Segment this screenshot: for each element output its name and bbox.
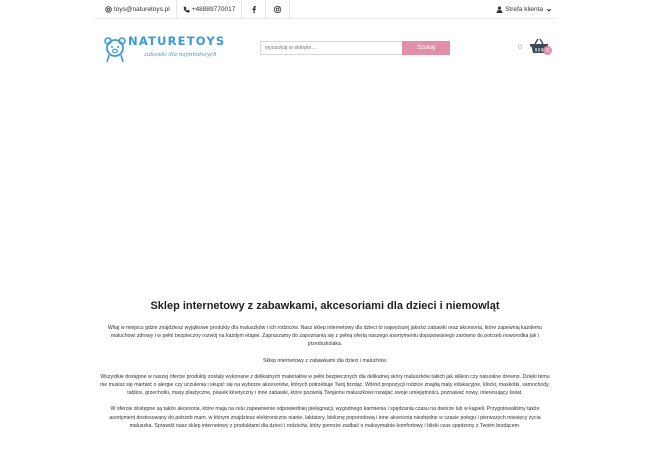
- seo-description: [94, 300, 556, 438]
- chevron-down-icon: [545, 6, 552, 13]
- phone-text: +48889770017: [191, 6, 236, 13]
- instagram-icon: [274, 6, 281, 13]
- account-label: Strefa klienta: [505, 6, 543, 13]
- search-form: [260, 41, 450, 55]
- contact-bar: [99, 0, 290, 19]
- search-button[interactable]: Szukaj: [402, 41, 450, 55]
- top-bar: [94, 0, 556, 19]
- divider: [289, 0, 290, 19]
- page-title: Sklep internetowy z zabawkami, akcesoriami dla dzieci i niemowląt: [150, 300, 500, 312]
- description-paragraph: Witaj w miejscu gdzie znajdziesz wyjątkowe produkty dla maluszków i ich rodziców. Nasz sklep internetowy dla dzieci to najwyższej jakości zabawki oraz akcesoria, które zapewnią każdemu maluchowi zdrowy i w pełni bezpieczny rozwój na każdym etapie. Zapraszamy do zapoznania się z pełną ofertą naszego asortymentu dopasowanego zarówno do potrzeb noworodka jak i przedszkolaka.: [107, 325, 543, 348]
- teddy-bear-icon: [104, 37, 126, 63]
- description-paragraph: W ofercie dostępne są także akcesoria, które mają na celu zapewnienie odpowiedniej pielęgnacji, wygodnego karmienia i spędzania czasu na dworze lub w kąpieli. Przygotowaliśmy także asortyment dostosowany do potrzeb mam, w którym znajdziesz elektroniczne nianie, laktatory, bieliznę poporodową i inne akcesoria niezbędne w czasie połogu i pierwszych miesięcy życia maluszka. Sprawdź nasz sklep internetowy z produktami dla dzieci i rodziców, który pomoże zadbać o maksymalnie komfortowy i bliski czas spędzony z Twoim brzdącem.: [109, 406, 541, 429]
- user-icon: [496, 6, 503, 13]
- email-text: toys@naturetoys.pl: [114, 6, 170, 13]
- header: [94, 19, 556, 89]
- cart-amount: 0: [518, 44, 522, 51]
- description-paragraph: Wszystkie dostępne w naszej ofercie produkty zostały wykonane z delikatnych materiałów w pełni bezpiecznych dla delikatnej skóry maluszków takich jak silikon czy naturalne drewno. Dzięki temu nie musisz się martwić o alergie czy uczulenia i skupić się na wyborze akcesoriów, których potrzebuje Twój brzdąc. Wśród propozycji rodzice znajdą maty edukacyjne, klocki, maskotki, samochody, tablice, grzechotki, masy plastyczne, piasek kinetyczny i inne zabawki, które pozwolą Twojemu maluszkowi rozwijać swoje umiejętności, poznawać nowy, interesujący świat.: [100, 373, 550, 397]
- logo[interactable]: [104, 33, 224, 73]
- instagram-link[interactable]: [266, 0, 289, 19]
- at-icon: [105, 6, 112, 13]
- logo-name: NATURETOYS: [128, 34, 226, 48]
- facebook-link[interactable]: [242, 0, 265, 19]
- email-link[interactable]: [99, 0, 176, 19]
- logo-tagline: zabawki dla najmłodszych: [144, 52, 217, 58]
- facebook-icon: [250, 6, 257, 13]
- phone-link[interactable]: [177, 0, 242, 19]
- description-paragraph: Sklep internetowy z zabawkami dla dzieci i maluchów.: [263, 357, 387, 364]
- phone-icon: [183, 6, 190, 13]
- account-menu[interactable]: [496, 0, 552, 19]
- search-input[interactable]: [260, 41, 402, 55]
- cart-badge: 0: [543, 46, 552, 55]
